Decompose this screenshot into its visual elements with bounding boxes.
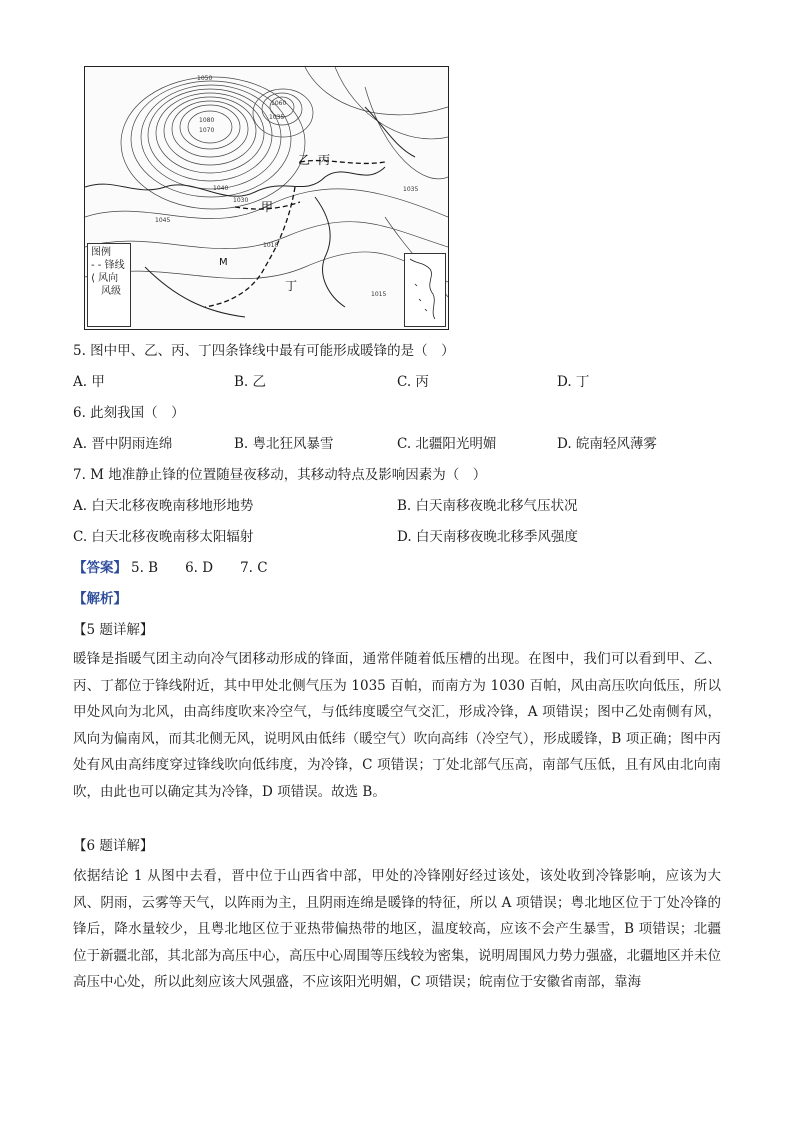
answer-values: 5. B 6. D 7. C (131, 560, 268, 576)
q6-option-c: C. 北疆阳光明媚 (397, 436, 497, 452)
legend-wind-label: 风向 (98, 273, 119, 284)
isobar-label: 1010 (263, 242, 279, 249)
q7-option-b: B. 白天南移夜晚北移气压状况 (397, 498, 578, 514)
front-label-bing: 丙 (318, 153, 331, 167)
isobar-label: 1015 (371, 291, 387, 298)
q7-option-c: C. 白天北移夜晚南移太阳辐射 (73, 529, 254, 545)
front-label-ding: 丁 (285, 279, 298, 293)
isobar-label: 1035 (403, 186, 419, 193)
legend-wind-level: 风级 (101, 286, 121, 297)
answer-label: 【答案】 (73, 560, 127, 576)
isobar-label: 1080 (199, 117, 215, 124)
q6-option-d: D. 皖南轻风薄雾 (557, 436, 657, 452)
isobar-label: 1070 (199, 127, 215, 134)
q5-option-d: D. 丁 (557, 374, 590, 390)
question-6-stem: 6. 此刻我国（ ） (73, 405, 185, 421)
isobar-label: 1050 (197, 75, 213, 82)
legend-title: 图例 (91, 247, 111, 258)
legend-wind: ⟨ 风向 (91, 273, 119, 284)
q7-option-d: D. 白天南移夜晚北移季风强度 (397, 529, 578, 545)
south-china-sea-inset (404, 253, 446, 327)
q5-option-c: C. 丙 (397, 374, 429, 390)
q6-option-b: B. 粤北狂风暴雪 (234, 436, 334, 452)
answer-row (73, 556, 272, 576)
inset-graphic (405, 254, 445, 326)
isobar-label: 1035 (269, 114, 285, 121)
q7-option-a: A. 白天北移夜晚南移地形地势 (73, 498, 254, 514)
q5-option-a: A. 甲 (73, 374, 105, 390)
isobar-label: 1060 (271, 100, 287, 107)
weather-map (84, 66, 449, 330)
q6-option-a: A. 晋中阴雨连绵 (73, 436, 173, 452)
q5-option-b: B. 乙 (234, 374, 267, 390)
analysis-label: 【解析】 (73, 591, 127, 607)
detail-5-text: 暖锋是指暖气团主动向冷气团移动形成的锋面，通常伴随着低压槽的出现。在图中，我们可以看到甲、乙、丙、丁都位于锋线附近，其中甲处北侧气压为 1035 百帕，而南方为 1030 百帕，风由高压吹向低压，所以甲处风向为北风，由高纬度吹来冷空气，与低纬度暖空气交汇，形成冷锋，A 项错误；图中乙处南侧有风，风向为偏南风，而其北侧无风，说明风由低纬（暖空气）吹向高纬（冷空气），形成暖锋，B 项正确；图中丙处有风由高纬度穿过锋线吹向低纬度，为冷锋，C 项错误；丁处北部气压高，南部气压低，且有风由北向南吹，由此也可以确定其为冷锋，D 项错误。故选 B。 (73, 651, 721, 800)
isobar-label: 1030 (233, 197, 249, 204)
front-label-yi: 乙 (298, 153, 311, 167)
question-7-stem: 7. M 地准静止锋的位置随昼夜移动，其移动特点及影响因素为（ ） (73, 467, 487, 483)
map-legend (87, 243, 131, 327)
front-label-m: M (219, 257, 228, 268)
question-5-stem: 5. 图中甲、乙、丙、丁四条锋线中最有可能形成暖锋的是（ ） (73, 343, 455, 359)
isobar-label: 1045 (155, 217, 171, 224)
front-label-jia: 甲 (261, 200, 274, 214)
detail-6-text: 依据结论 1 从图中去看，晋中位于山西省中部，甲处的冷锋刚好经过该处，该处收到冷锋影响，应该为大风、阴雨，云雾等天气，以阵雨为主，且阴雨连绵是暖锋的特征，所以 A 项错误；粤北地区位于丁处冷锋的锋后，降水量较少，且粤北地区位于亚热带偏热带的地区，温度较高，应该不会产生暴雪，B 项错误；北疆位于新疆北部，其北部为高压中心，高压中心周围等压线较为密集，说明周围风力势力强盛，北疆地区并未位高压中心处，所以此刻应该大风强盛，不应该阳光明媚，C 项错误；皖南位于安徽省南部，靠海 (73, 868, 721, 990)
detail-5-title: 【5 题详解】 (73, 622, 154, 638)
isobar-label: 1040 (213, 185, 229, 192)
legend-front: - - 锋线 (91, 260, 125, 271)
detail-6-title: 【6 题详解】 (73, 838, 154, 854)
legend-front-label: 锋线 (104, 260, 125, 271)
